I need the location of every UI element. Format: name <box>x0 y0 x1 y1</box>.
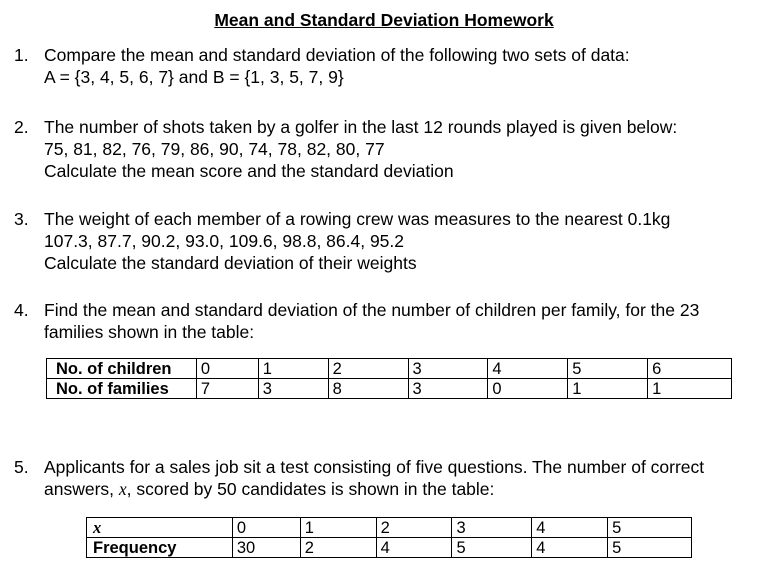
table-cell: 5 <box>568 359 648 379</box>
question-text: answers, <box>44 479 119 499</box>
question-5 <box>14 456 754 500</box>
page-title: Mean and Standard Deviation Homework <box>214 10 554 30</box>
table-cell: 8 <box>328 379 408 399</box>
question-number: 2. <box>14 117 29 137</box>
question-text-line: The weight of each member of a rowing crew was measures to the nearest 0.1kg <box>44 209 671 229</box>
table-cell: 4 <box>532 538 608 558</box>
table-cell: 30 <box>232 538 300 558</box>
question-text-line <box>44 478 754 500</box>
question-text-line: The number of shots taken by a golfer in the last 12 rounds played is given below: <box>44 117 678 137</box>
question-text-line: 107.3, 87.7, 90.2, 93.0, 109.6, 98.8, 86.4, 95.2 <box>44 231 405 251</box>
question-number: 5. <box>14 457 29 477</box>
table-row <box>47 359 732 379</box>
table-cell: 3 <box>258 379 328 399</box>
table-cell: 4 <box>376 538 452 558</box>
question-text-line: A = {3, 4, 5, 6, 7} and B = {1, 3, 5, 7, 9} <box>44 67 344 87</box>
table-cell: 5 <box>608 538 692 558</box>
variable-x: x <box>118 479 127 499</box>
table-cell: 1 <box>258 359 328 379</box>
question-1 <box>14 44 754 88</box>
question-2 <box>14 116 754 182</box>
table-cell: 1 <box>648 379 732 399</box>
table-cell: 6 <box>648 359 732 379</box>
question-number: 3. <box>14 209 29 229</box>
table-cell: 2 <box>376 518 452 538</box>
question-text-line: Applicants for a sales job sit a test consisting of five questions. The number of correct <box>44 457 705 477</box>
table-cell: 0 <box>196 359 258 379</box>
question-text: , scored by 50 candidates is shown in the table: <box>126 479 495 499</box>
table-cell: 0 <box>488 379 568 399</box>
table-cell: 1 <box>300 518 376 538</box>
table-cell: 3 <box>408 379 488 399</box>
question-3 <box>14 208 754 274</box>
question-number: 4. <box>14 300 29 320</box>
children-per-family-table <box>46 358 732 399</box>
table-cell: 1 <box>568 379 648 399</box>
table-row <box>87 538 692 558</box>
question-text-line: families shown in the table: <box>44 322 255 342</box>
table-cell: 5 <box>452 538 532 558</box>
row-header: Frequency <box>87 538 233 558</box>
question-text-line: 75, 81, 82, 76, 79, 86, 90, 74, 78, 82, 80, 77 <box>44 139 385 159</box>
table-cell: 4 <box>488 359 568 379</box>
table-cell: 2 <box>300 538 376 558</box>
question-text-line: Find the mean and standard deviation of the number of children per family, for the 23 <box>44 300 700 320</box>
table-row <box>47 379 732 399</box>
table-cell: 0 <box>232 518 300 538</box>
correct-answers-table <box>86 517 692 558</box>
question-text-line: Calculate the standard deviation of their weights <box>44 253 417 273</box>
row-header: No. of children <box>47 359 197 379</box>
question-number: 1. <box>14 45 29 65</box>
row-header: x <box>87 518 233 538</box>
table-cell: 2 <box>328 359 408 379</box>
table-cell: 4 <box>532 518 608 538</box>
table-cell: 5 <box>608 518 692 538</box>
row-header: No. of families <box>47 379 197 399</box>
question-text-line: Calculate the mean score and the standard deviation <box>44 161 454 181</box>
table-cell: 3 <box>408 359 488 379</box>
table-row <box>87 518 692 538</box>
table-cell: 7 <box>196 379 258 399</box>
question-4 <box>14 299 754 343</box>
table-cell: 3 <box>452 518 532 538</box>
question-text-line: Compare the mean and standard deviation of the following two sets of data: <box>44 45 630 65</box>
